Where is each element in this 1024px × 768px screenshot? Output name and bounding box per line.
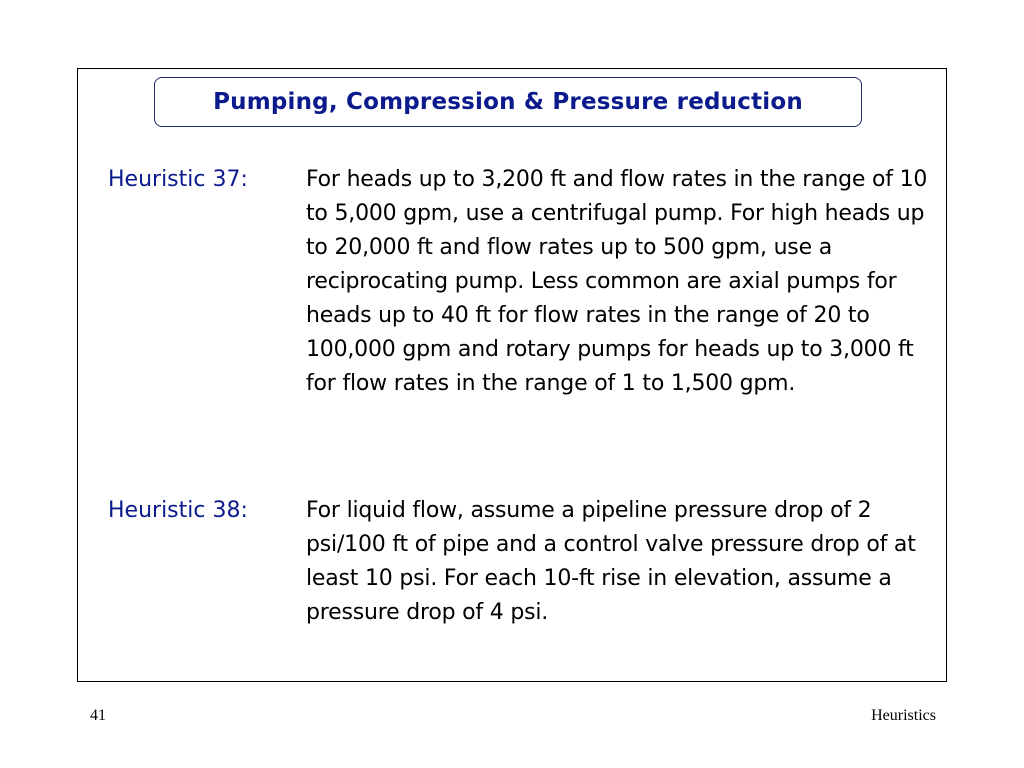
heuristic-38 (108, 494, 938, 630)
heuristic-38-label: Heuristic 38: (108, 498, 248, 523)
page-number: 41 (90, 707, 106, 724)
slide-title: Pumping, Compression & Pressure reduction (213, 89, 803, 115)
heuristic-37-label: Heuristic 37: (108, 167, 248, 192)
slide-title-box (154, 77, 862, 127)
heuristic-38-text: For liquid flow, assume a pipeline pressure drop of 2 psi/100 ft of pipe and a control valve pressure drop of at least 10 psi. For each 10-ft rise in elevation, assume a pressure drop of 4 psi. (306, 498, 916, 625)
footer-section-title: Heuristics (871, 707, 936, 724)
heuristic-37 (108, 163, 938, 401)
heuristic-37-text: For heads up to 3,200 ft and flow rates in the range of 10 to 5,000 gpm, use a centrifugal pump. For high heads up to 20,000 ft and flow rates up to 500 gpm, use a reciprocating pump. Less common are axial pumps for heads up to 40 ft for flow rates in the range of 20 to 100,000 gpm and rotary pumps for heads up to 3,000 ft for flow rates in the range of 1 to 1,500 gpm. (306, 167, 928, 396)
